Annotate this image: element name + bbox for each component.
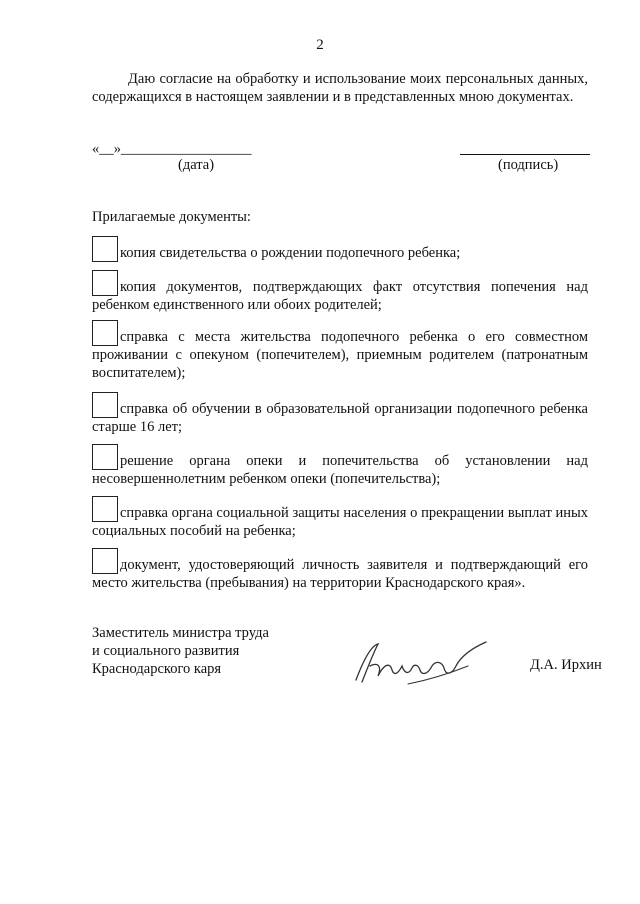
document-checkbox[interactable] — [92, 548, 118, 574]
document-text: документ, удостоверяющий личность заявителя и подтверждающий его место жительства (пребывания) на территории Краснодарского края». — [92, 557, 588, 591]
document-item — [92, 496, 588, 540]
document-item — [92, 392, 588, 436]
handwritten-signature — [348, 636, 498, 696]
signer-title — [92, 624, 312, 678]
signature-caption: (подпись) — [498, 157, 559, 173]
document-text: справка органа социальной защиты населения о прекращении выплат иных социальных пособий на ребенка; — [92, 505, 588, 539]
document-checkbox[interactable] — [92, 496, 118, 522]
consent-statement — [92, 70, 588, 106]
document-item — [92, 236, 588, 262]
document-item — [92, 270, 588, 314]
document-text: справка с места жительства подопечного ребенка о его совместном проживании с опекуном (попечителем), приемным родителем (патронатным воспитателем); — [92, 329, 588, 381]
document-checkbox[interactable] — [92, 320, 118, 346]
date-field[interactable]: «__»__________________ — [92, 141, 252, 157]
page-number: 2 — [316, 37, 324, 53]
document-checkbox[interactable] — [92, 236, 118, 262]
consent-text: Даю согласие на обработку и использование моих персональных данных, содержащихся в настоящем заявлении и в представленных мною документах. — [92, 71, 588, 105]
document-text: копия свидетельства о рождении подопечного ребенка; — [120, 245, 461, 261]
document-item — [92, 548, 588, 592]
signer-title-line: Заместитель министра труда — [92, 625, 269, 641]
signature-field[interactable] — [460, 140, 590, 155]
document-text: копия документов, подтверждающих факт отсутствия попечения над ребенком единственного или обоих родителей; — [92, 279, 588, 313]
signer-title-line: Краснодарского каря — [92, 661, 222, 677]
document-checkbox[interactable] — [92, 392, 118, 418]
documents-heading: Прилагаемые документы: — [92, 209, 251, 225]
document-text: справка об обучении в образовательной организации подопечного ребенка старше 16 лет; — [92, 401, 588, 435]
document-item — [92, 444, 588, 488]
date-caption: (дата) — [178, 157, 215, 173]
document-item — [92, 320, 588, 382]
signer-name: Д.А. Ирхин — [530, 657, 602, 673]
signer-title-line: и социального развития — [92, 643, 240, 659]
document-checkbox[interactable] — [92, 270, 118, 296]
document-text: решение органа опеки и попечительства об установлении над несовершеннолетним ребенком опеки (попечительства); — [92, 453, 588, 487]
document-checkbox[interactable] — [92, 444, 118, 470]
